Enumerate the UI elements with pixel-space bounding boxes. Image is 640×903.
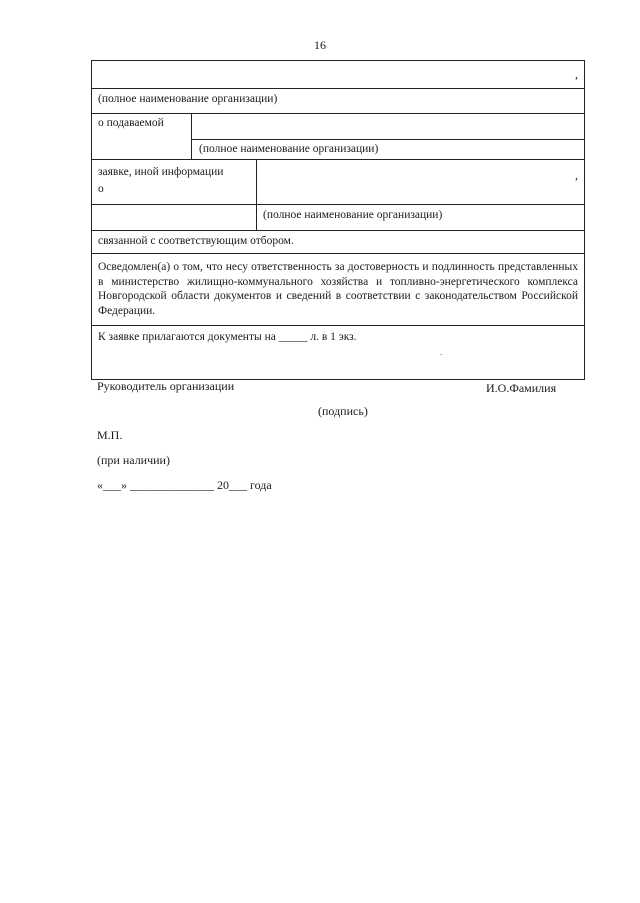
row-divider	[92, 230, 584, 231]
row-divider	[92, 159, 584, 160]
submitted-label: о подаваемой	[98, 117, 164, 129]
row-divider	[92, 253, 584, 254]
caption-org-name: (полное наименование организации)	[199, 143, 379, 155]
scan-mark: .	[440, 347, 443, 357]
row-divider	[92, 204, 584, 205]
application-label-cont: о	[98, 183, 104, 195]
caption-org-name: (полное наименование организации)	[98, 93, 278, 105]
signature-caption: (подпись)	[318, 404, 368, 418]
application-label: заявке, иной информации	[98, 166, 224, 178]
attachments-text: К заявке прилагаются документы на _____ л. в 1 экз.	[98, 331, 357, 343]
caption-org-name: (полное наименование организации)	[263, 209, 443, 221]
signatory-name: И.О.Фамилия	[486, 381, 557, 395]
column-divider	[191, 113, 192, 159]
stamp-if-any: (при наличии)	[97, 453, 170, 467]
responsibility-notice: Осведомлен(а) о том, что несу ответственность за достоверность и подлинность представленных в министерство жилищно-коммунального хозяйства и топливно-энергетического комплекса Новгородской области документов и сведений в соответствии с законодательством Российской Федерации.	[98, 261, 578, 317]
row-divider	[92, 113, 584, 114]
comma-mark: ,	[575, 67, 578, 81]
head-of-organization-label: Руководитель организации	[97, 379, 235, 393]
application-form-table	[91, 60, 585, 380]
column-divider	[256, 159, 257, 230]
row-divider	[191, 139, 584, 140]
page-number: 16	[314, 38, 326, 52]
stamp-label: М.П.	[97, 428, 123, 442]
row-divider	[92, 88, 584, 89]
date-line: «___» ______________ 20___ года	[97, 478, 272, 492]
row-divider	[92, 325, 584, 326]
related-selection-text: связанной с соответствующим отбором.	[98, 235, 294, 247]
comma-mark: ,	[575, 168, 578, 182]
